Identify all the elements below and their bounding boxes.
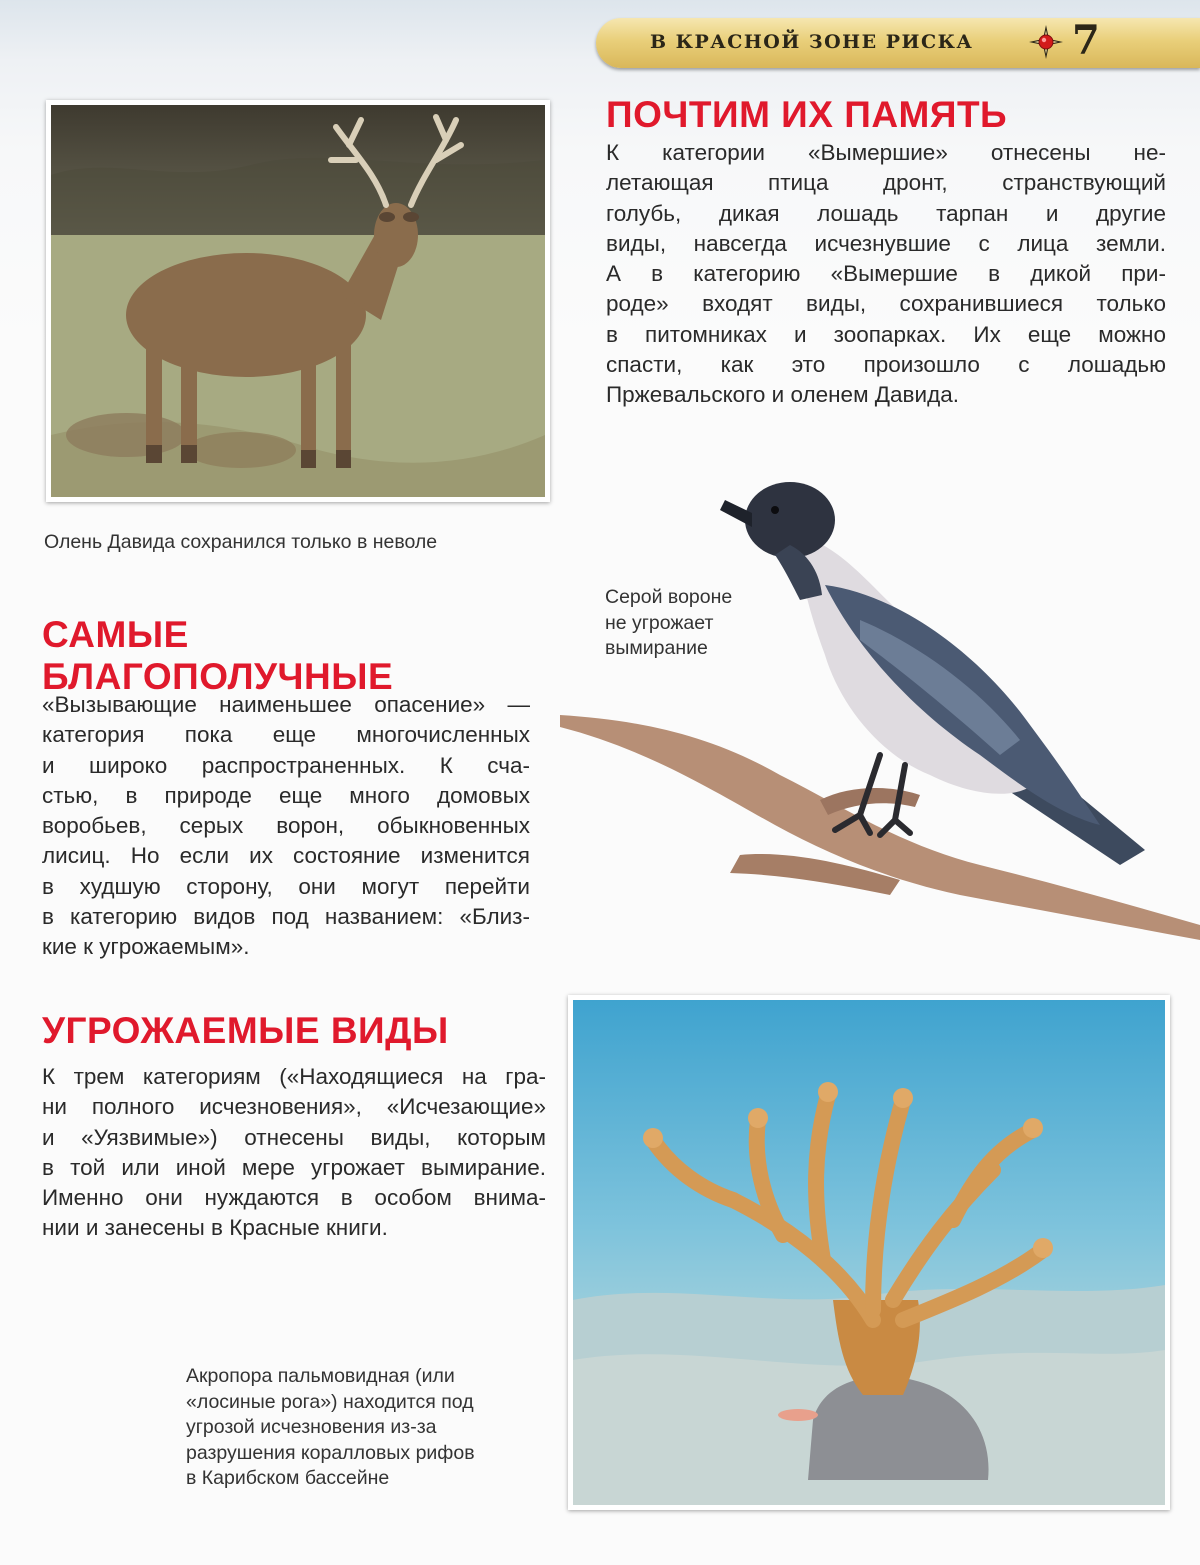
coral-caption (186, 1364, 475, 1492)
threatened-heading: УГРОЖАЕМЫЕ ВИДЫ (42, 1010, 449, 1051)
paragraph-line: и широко распространенных. К сча- (42, 752, 530, 778)
safe-paragraph (42, 690, 530, 963)
caption-line: угрозой исчезновения из-за (186, 1416, 437, 1438)
paragraph-line: летающая птица дронт, странствующий (606, 170, 1166, 196)
threatened-paragraph (42, 1062, 546, 1244)
hooded-crow-image (560, 455, 1200, 945)
crow-caption (605, 585, 732, 662)
memory-heading: ПОЧТИМ ИХ ПАМЯТЬ (606, 94, 1008, 135)
page-number: 7 (1072, 17, 1100, 64)
paragraph-line: К трем категориям («Находящиеся на гра- (42, 1064, 546, 1089)
paragraph-line: стью, в природе еще много домовых (42, 782, 530, 808)
paragraph-line: в питомниках и зоопарках. Их еще можно (606, 321, 1166, 347)
paragraph-line: виды, навсегда исчезнувшие с лица земли. (606, 230, 1166, 256)
caption-line: Олень Давида сохранился только в неволе (44, 531, 438, 553)
paragraph-line: К категории «Вымершие» отнесены не- (606, 140, 1166, 165)
heading-line: САМЫЕ (42, 614, 189, 655)
paragraph-line: в худшую сторону, они могут перейти (42, 873, 530, 899)
caption-line: разрушения коралловых рифов (186, 1441, 475, 1464)
paragraph-line: Именно они нуждаются в особом внима- (42, 1185, 546, 1211)
memory-paragraph (606, 138, 1166, 411)
deer-photo (46, 100, 550, 502)
paragraph-line: спасти, как это произошло с лошадью (606, 352, 1166, 378)
paragraph-line: воробьев, серых ворон, обыкновенных (42, 813, 530, 839)
paragraph-line: А в категорию «Вымершие в дикой при- (606, 261, 1166, 287)
paragraph-line: ни полного исчезновения», «Исчезающие» (42, 1094, 546, 1120)
caption-line: Серой вороне (605, 586, 733, 608)
safe-heading (42, 614, 393, 698)
paragraph-line: в категорию видов под названием: «Близ- (42, 904, 530, 930)
paragraph-line: голубь, дикая лошадь тарпан и другие (606, 200, 1166, 226)
caption-line: Акропора пальмовидная (или (186, 1365, 455, 1387)
paragraph-line: в той или иной мере угрожает вымирание. (42, 1154, 546, 1180)
caption-line: не угрожает (605, 611, 714, 634)
paragraph-line: нии и занесены в Красные книги. (42, 1215, 388, 1241)
paragraph-line: Пржевальского и оленем Давида. (606, 382, 959, 408)
paragraph-line: категория пока еще многочисленных (42, 722, 530, 748)
paragraph-line: и «Уязвимые») отнесены виды, которым (42, 1124, 546, 1150)
deer-caption (44, 530, 437, 556)
caption-line: вымирание (605, 637, 708, 659)
section-title: В КРАСНОЙ ЗОНЕ РИСКА (650, 31, 974, 53)
paragraph-line: роде» входят виды, сохранившиеся только (606, 291, 1166, 317)
coral-photo (568, 995, 1170, 1510)
paragraph-line: кие к угрожаемым». (42, 934, 250, 960)
compass-rose-icon (1028, 24, 1064, 60)
caption-line: «лосиные рога») находится под (186, 1390, 474, 1413)
paragraph-line: «Вызывающие наименьшее опасение» — (42, 692, 530, 717)
caption-line: в Карибском бассейне (186, 1467, 390, 1489)
heading-line: БЛАГОПОЛУЧНЫЕ (42, 656, 394, 697)
paragraph-line: лисиц. Но если их состояние изменится (42, 843, 530, 869)
